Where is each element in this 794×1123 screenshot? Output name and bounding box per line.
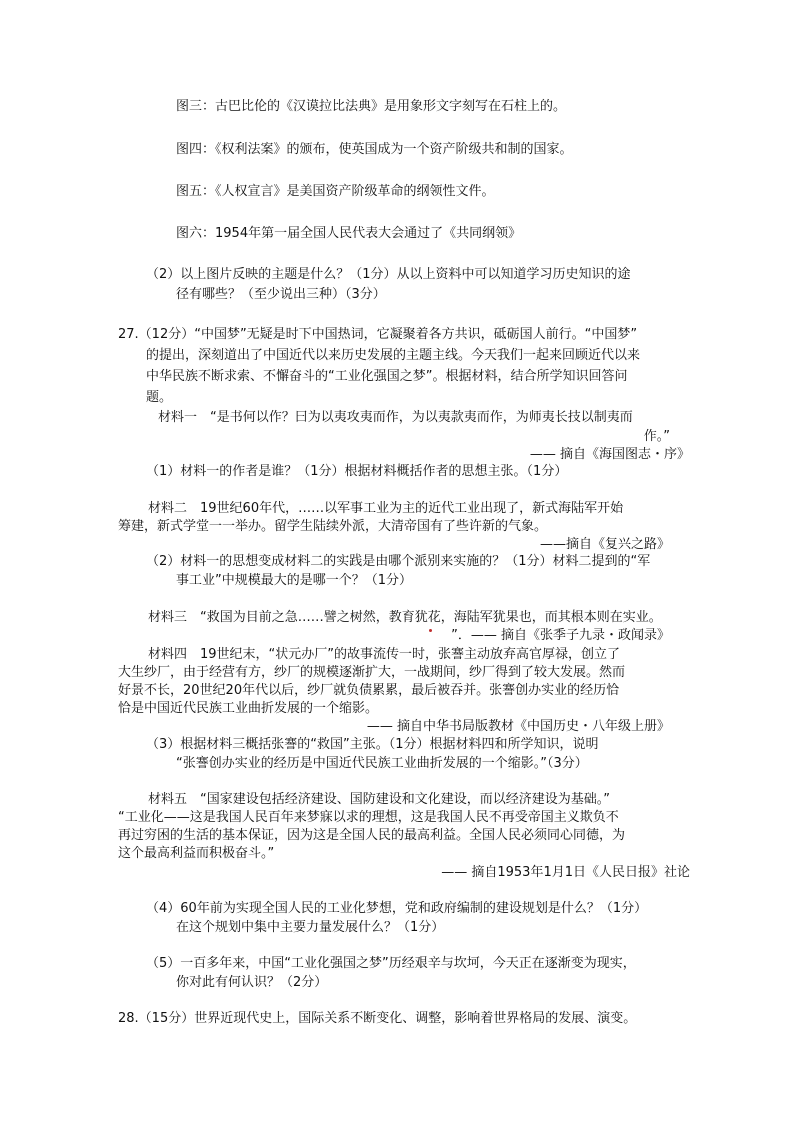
material-5-source: —— 摘自1953年1月1日《人民日报》社论 [441,865,690,880]
q26-subquestion-2-line1: （2）以上图片反映的主题是什么？（1分）从以上资料中可以知道学习历史知识的途 [146,267,631,282]
figure-3-caption: 图三：古巴比伦的《汉谟拉比法典》是用象形文字刻写在石柱上的。 [176,99,567,114]
q26-subquestion-2-line2: 径有哪些？（至少说出三种）（3分） [176,287,386,302]
material-4-source: —— 摘自中华书局版教材《中国历史・八年级上册》 [366,719,670,734]
material-4-line2: 大生纱厂，由于经营有方，纱厂的规模逐渐扩大，一战期间，纱厂得到了较大发展。然而 [118,665,626,680]
figure-6-caption: 图六：1954年第一届全国人民代表大会通过了《共同纲领》 [176,226,522,241]
q27-subquestion-3-line1: （3）根据材料三概括张謇的“救国”主张。（1分）根据材料四和所学知识，说明 [146,737,599,752]
material-1-line2: 作。” [643,429,670,444]
q27-intro-line2: 的提出，深刻道出了中国近代以来历史发展的主题主线。今天我们一起来回顾近代以来 [146,348,641,363]
material-2-source: ——摘自《复兴之路》 [539,537,670,552]
q27-intro-line1: 27.（12分）“中国梦”无疑是时下中国热词，它凝聚着各方共识，砥砺国人前行。“中国梦” [118,327,638,342]
q27-subquestion-4-line1: （4）60年前为实现全国人民的工业化梦想，党和政府编制的建设规划是什么？（1分） [146,901,648,916]
material-5-line2: “工业化——这是我国人民百年来梦寐以求的理想，这是我国人民不再受帝国主义欺负不 [118,810,619,825]
q27-subquestion-2-line1: （2）材料一的思想变成材料二的实践是由哪个派别来实施的？（1分）材料二提到的“军 [146,554,651,569]
q27-subquestion-5-line2: 你对此有何认识？（2分） [176,975,328,990]
material-5-line4: 这个最高利益而积极奋斗。” [118,846,275,861]
material-5-line3: 再过穷困的生活的基本保证，因为这是全国人民的最高利益。全国人民必须同心同德，为 [118,828,626,843]
material-2-line1: 材料二 19世纪60年代，……以军事工业为主的近代工业出现了，新式海陆军开始 [148,501,624,516]
figure-5-caption: 图五：《人权宣言》是美国资产阶级革命的纲领性文件。 [176,184,495,199]
material-4-line1: 材料四 19世纪末，“状元办厂”的故事流传一时，张謇主动放弃高官厚禄，创立了 [148,647,621,662]
material-3-source: ”．—— 摘自《张季子九录・政闻录》 [451,628,670,643]
material-3-line1: 材料三 “救国为目前之急……譬之树然，教育犹花，海陆军犹果也，而其根本则在实业。 [148,610,662,625]
material-4-line4: 恰是中国近代民族工业曲折发展的一个缩影。 [118,701,379,716]
material-1-source: —— 摘自《海国图志・序》 [529,447,690,462]
material-4-line3: 好景不长，20世纪20年代以后，纱厂就负债累累，最后被吞并。张謇创办实业的经历恰 [118,683,620,698]
q27-subquestion-5-line1: （5）一百多年来，中国“工业化强国之梦”历经艰辛与坎坷，今天正在逐渐变为现实， [146,956,636,971]
material-1-line1: 材料一 “是书何以作？曰为以夷攻夷而作，为以夷款夷而作，为师夷长技以制夷而 [158,410,633,425]
scan-mark-dot [429,629,432,632]
q27-subquestion-4-line2: 在这个规划中集中主要力量发展什么？（1分） [176,920,445,935]
q28-intro-line1: 28.（15分）世界近现代史上，国际关系不断变化、调整，影响着世界格局的发展、演变。 [118,1011,637,1026]
q27-intro-line3: 中华民族不断求索、不懈奋斗的“工业化强国之梦”。根据材料，结合所学知识回答问 [146,369,628,384]
figure-4-caption: 图四：《权利法案》的颁布，使英国成为一个资产阶级共和制的国家。 [176,142,573,157]
material-5-line1: 材料五 “国家建设包括经济建设、国防建设和文化建设，而以经济建设为基础。” [148,792,610,807]
q27-intro-line4: 题。 [146,390,173,405]
q27-subquestion-3-line2: “张謇创办实业的经历是中国近代民族工业曲折发展的一个缩影。”（3分） [176,756,588,771]
q27-subquestion-1: （1）材料一的作者是谁？（1分）根据材料概括作者的思想主张。（1分） [146,464,568,479]
q27-subquestion-2-line2: 事工业”中规模最大的是哪一个？（1分） [176,573,413,588]
material-2-line2: 筹建，新式学堂一一举办。留学生陆续外派，大清帝国有了些许新的气象。 [118,519,548,534]
